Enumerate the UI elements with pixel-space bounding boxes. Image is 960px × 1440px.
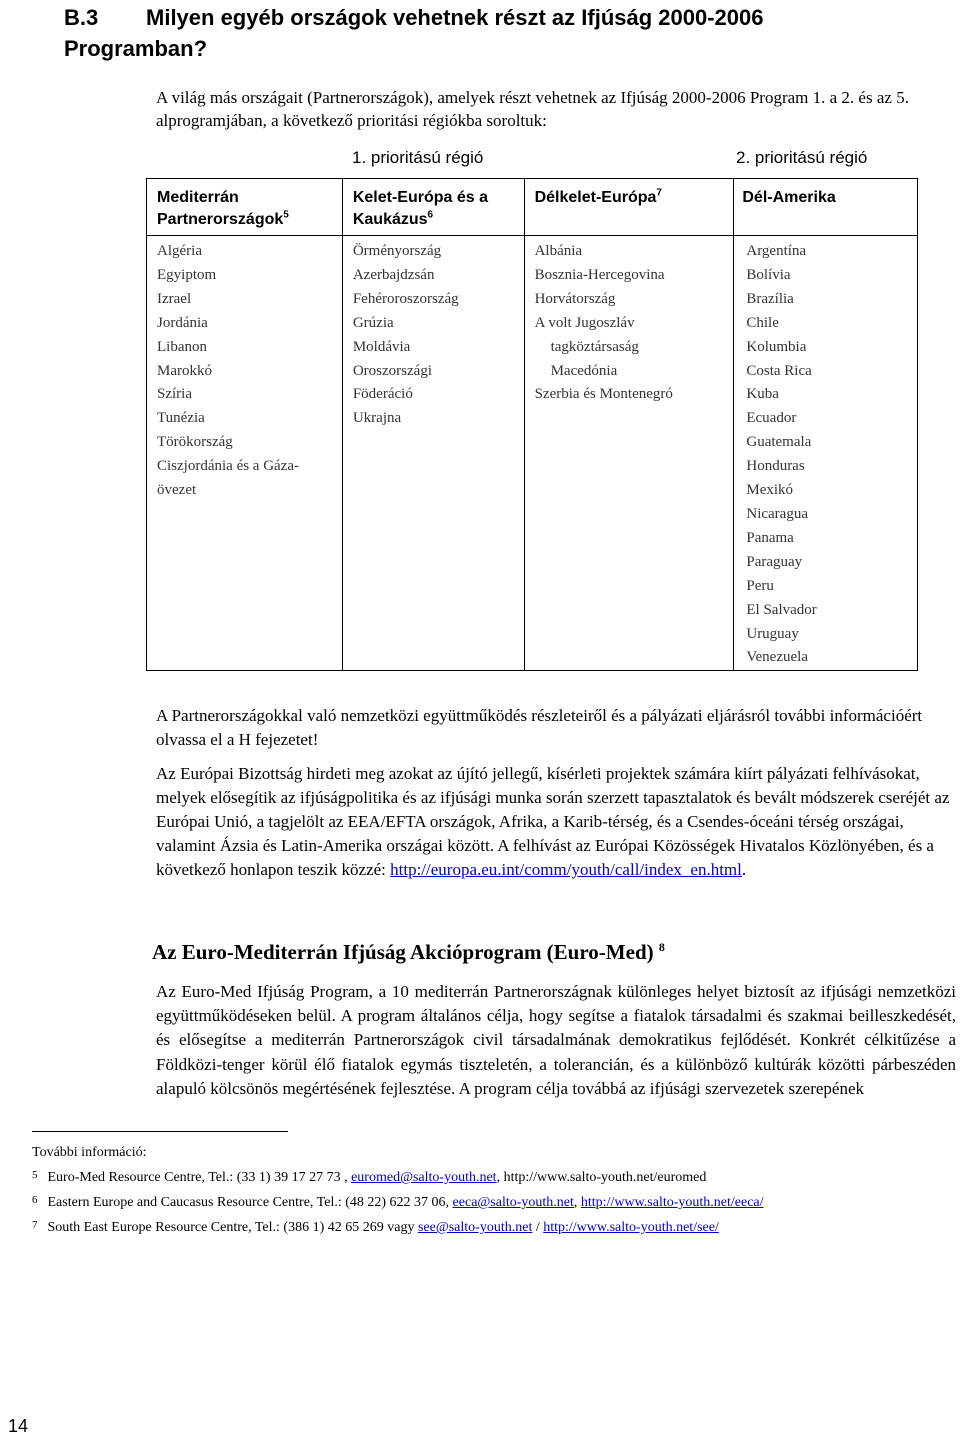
- intro-paragraph: A világ más országait (Partnerországok), amelyek részt vehetnek az Ifjúság 2000-2006 Program 1. a 2. és az 5. alprogramjában, a következő prioritási régiókba soroltuk:: [156, 88, 909, 130]
- footnote-7: 7 South East Europe Resource Centre, Tel.: (386 1) 42 65 269 vagy see@salto-youth.net / http://www.salto-youth.net/see/: [32, 1219, 719, 1235]
- country-item: Jordánia: [157, 314, 208, 331]
- country-item: Tunézia: [157, 410, 205, 427]
- euromed-email-link[interactable]: euromed@salto-youth.net: [351, 1170, 497, 1185]
- header-south-east-europe: Délkelet-Európa$^7$: [524, 179, 734, 236]
- country-item: Örményország: [352, 243, 442, 259]
- country-item: Honduras: [746, 458, 805, 475]
- eeca-url-link[interactable]: http://www.salto-youth.net/eeca/: [580, 1195, 764, 1210]
- country-item: Fehéroroszország: [352, 290, 459, 307]
- see-url-link[interactable]: http://www.salto-youth.net/see/: [543, 1220, 719, 1235]
- country-item: Costa Rica: [746, 362, 812, 379]
- country-item: Azerbajdzsán: [352, 266, 435, 283]
- country-item: Oroszországi: [352, 362, 432, 379]
- table-header-row: [147, 179, 918, 236]
- country-item: Horvátország: [534, 290, 616, 307]
- footnote-ref-7: 7: [656, 187, 662, 199]
- country-item: Guatemala: [746, 434, 812, 451]
- footnote-5: 5 Euro-Med Resource Centre, Tel.: (33 1) 39 17 27 73 , euromed@salto-youth.net, http://www.salto-youth.net/euromed: [32, 1169, 707, 1185]
- table-body-row: [147, 236, 918, 671]
- country-item: Szíria: [157, 386, 192, 403]
- commission-call-paragraph: Az Európai Bizottság hirdeti meg azokat az újító jellegű, kísérleti projektek számára kiírt pályázati felhívásokat, melyek elősegítik az ifjúságpolitika és az ifjúsági munka során szerzett tapasztalatok és bevált módszerek cseréjét az Európai Unió, a tagjelölt az EEA/EFTA országok, Afrika, a Karib-térség, és a Csendes-óceáni térség országai, valamint Ázsia és Latin-Amerika országai között. A felhívást az Európai Közösségek Hivatalos Közlönyében, és a következő honlapon teszik közzé: http://europa.eu.int/comm/youth/call/index_en.html.: [156, 764, 950, 879]
- country-item: Ciszjordánia és a Gáza-: [157, 458, 300, 475]
- country-item: Marokkó: [157, 362, 212, 379]
- country-item: El Salvador: [746, 601, 817, 618]
- euro-med-heading: Az Euro-Mediterrán Ifjúság Akcióprogram (Euro-Med) $^8$: [152, 940, 665, 964]
- country-item: Brazília: [746, 290, 794, 307]
- country-item: Ecuador: [746, 410, 797, 427]
- country-item: Kolumbia: [746, 338, 807, 355]
- see-email-link[interactable]: see@salto-youth.net: [417, 1220, 533, 1235]
- section-heading: [64, 2, 944, 64]
- footnote-6: 6 Eastern Europe and Caucasus Resource Centre, Tel.: (48 22) 622 37 06, eeca@salto-youth.net, http://www.salto-youth.net/eeca/: [32, 1194, 764, 1210]
- country-item: Moldávia: [352, 338, 411, 355]
- country-item: övezet: [157, 482, 197, 499]
- country-item: A volt Jugoszláv: [534, 314, 635, 331]
- country-item: Föderáció: [352, 386, 413, 403]
- country-item: Kuba: [746, 386, 779, 403]
- country-item: Törökország: [157, 434, 233, 451]
- country-item: Bolívia: [746, 266, 791, 283]
- country-item: Bosznia-Hercegovina: [534, 266, 665, 283]
- south-east-europe-country-list: [524, 236, 734, 671]
- country-item: Venezuela: [746, 649, 808, 666]
- section-number: B.3: [64, 5, 99, 30]
- footnote-ref-8: 8: [658, 940, 665, 954]
- country-item: Albánia: [534, 243, 583, 259]
- eastern-europe-country-list: [342, 236, 524, 671]
- country-item: Egyiptom: [157, 266, 217, 283]
- page-number: 14: [8, 1416, 29, 1436]
- country-item: Izrael: [157, 290, 192, 307]
- country-item: Ukrajna: [352, 410, 402, 427]
- priority-region-1-label: 1. prioritású régió: [352, 148, 484, 167]
- euro-med-paragraph: Az Euro-Med Ifjúság Program, a 10 mediterrán Partnerországnak különleges helyet biztosít az ifjúsági nemzetközi együttműködéseken belül. A program általános célja, hogy segítse a fiatalok társadalmi és szakmai beilleszkedését, és elősegítse a mediterrán Partnerországok civil társadalmának demokratikus fejlődését. Konkrét célkitűzése a Földközi-tenger körül élő fiatalok egymás tiszteletén, a tolerancián, és a különböző kultúrák közötti párbeszéden alapuló kölcsönös megértésének fejlesztése. A program célja továbbá az ifjúsági szervezetek szerepének: [156, 982, 956, 1098]
- footnote-ref-6: 6: [427, 209, 434, 221]
- country-item: Algéria: [157, 243, 202, 259]
- footnotes: [32, 1142, 952, 1239]
- country-item: Grúzia: [352, 314, 394, 331]
- footnote-separator: [32, 1131, 288, 1132]
- priority-region-2-label: 2. prioritású régió: [736, 148, 868, 167]
- header-eastern-europe: Kelet-Európa és a Kaukázus$^6$: [342, 179, 524, 236]
- country-item: Chile: [746, 314, 779, 331]
- header-mediterranean: Mediterrán Partnerországok$^5$: [147, 179, 343, 236]
- country-item: Szerbia és Montenegró: [534, 386, 673, 403]
- country-item: Argentína: [746, 243, 807, 259]
- country-item: Macedónia: [550, 362, 618, 379]
- call-link[interactable]: http://europa.eu.int/comm/youth/call/index_en.html: [390, 860, 742, 879]
- country-item: Mexikó: [746, 482, 794, 499]
- country-item: Peru: [746, 577, 774, 594]
- country-item: tagköztársaság: [550, 338, 639, 355]
- country-item: Nicaragua: [746, 505, 808, 522]
- mediterranean-country-list: [147, 236, 343, 671]
- footnotes-title: További információ:: [32, 1145, 147, 1160]
- eeca-email-link[interactable]: eeca@salto-youth.net: [452, 1195, 574, 1210]
- partner-countries-table: [146, 178, 918, 671]
- section-title-line1: Milyen egyéb országok vehetnek részt az Ifjúság 2000-2006: [146, 5, 764, 30]
- south-america-country-list: [734, 236, 918, 671]
- country-item: Panama: [746, 529, 794, 546]
- section-title-line2: Programban?: [64, 36, 208, 61]
- country-item: Uruguay: [746, 625, 799, 642]
- country-item: Paraguay: [746, 553, 803, 570]
- header-south-america: Dél-Amerika: [734, 179, 918, 236]
- partner-info-paragraph: A Partnerországokkal való nemzetközi együttműködés részleteiről és a pályázati eljárásról további információért olvassa el a H fejezetet!: [156, 706, 923, 749]
- footnote-ref-5: 5: [283, 209, 289, 221]
- country-item: Libanon: [157, 338, 207, 355]
